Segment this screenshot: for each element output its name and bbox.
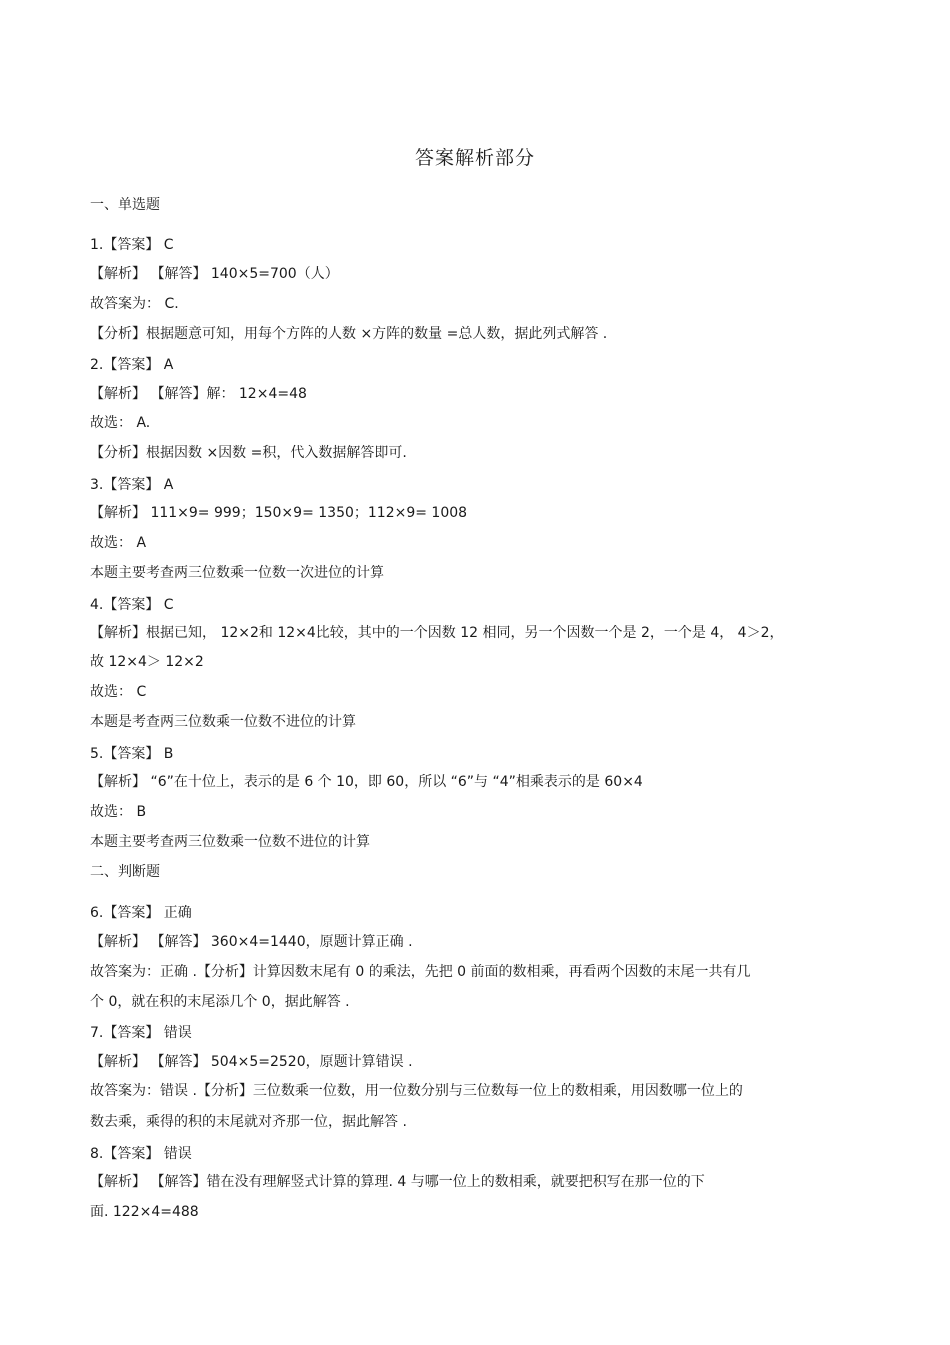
page-title: 答案解析部分 [414, 147, 535, 169]
text-line: 故选： B [90, 804, 147, 820]
text-line: 3.【答案】 A [90, 477, 174, 493]
text-line: 故 12×4＞ 12×2 [90, 654, 204, 670]
text-line: 一、单选题 [90, 197, 160, 213]
text-line: 7.【答案】 错误 [90, 1025, 192, 1041]
text-line: 本题是考查两三位数乘一位数不进位的计算 [90, 714, 356, 730]
text-line: 1.【答案】 C [90, 237, 174, 253]
text-line: 2.【答案】 A [90, 357, 174, 373]
text-line: 故选： A. [90, 415, 151, 431]
text-line: 【解析】 【解答】错在没有理解竖式计算的算理. 4 与哪一位上的数相乘，就要把积写在那一位的下 [90, 1174, 705, 1190]
text-line: 【解析】 【解答】 140×5=700（人） [90, 266, 339, 282]
text-line: 6.【答案】 正确 [90, 905, 192, 921]
text-line: 本题主要考查两三位数乘一位数一次进位的计算 [90, 565, 384, 581]
text-line: 故选： C [90, 684, 147, 700]
text-line: 4.【答案】 C [90, 597, 174, 613]
text-line: 二、判断题 [90, 864, 160, 880]
text-line: 故答案为：错误 .【分析】三位数乘一位数，用一位数分别与三位数每一位上的数相乘，用因数哪一位上的 [90, 1083, 743, 1099]
text-line: 本题主要考查两三位数乘一位数不进位的计算 [90, 834, 370, 850]
text-line: 数去乘，乘得的积的末尾就对齐那一位，据此解答 . [90, 1114, 407, 1130]
text-line: 故答案为：正确 .【分析】计算因数末尾有 0 的乘法，先把 0 前面的数相乘，再看两个因数的末尾一共有几 [90, 964, 751, 980]
text-line: 8.【答案】 错误 [90, 1146, 192, 1162]
text-line: 【分析】根据因数 ×因数 =积，代入数据解答即可. [90, 445, 407, 461]
text-line: 面. 122×4=488 [90, 1204, 199, 1220]
text-line: 【解析】 【解答】 360×4=1440，原题计算正确 . [90, 934, 413, 950]
text-line: 【分析】根据题意可知，用每个方阵的人数 ×方阵的数量 =总人数，据此列式解答 . [90, 326, 608, 342]
text-line: 故选： A [90, 535, 147, 551]
text-line: 故答案为： C. [90, 296, 179, 312]
text-line: 【解析】 【解答】 504×5=2520，原题计算错误 . [90, 1054, 413, 1070]
text-line: 【解析】 111×9= 999；150×9= 1350；112×9= 1008 [90, 505, 468, 521]
text-line: 【解析】 “6”在十位上，表示的是 6 个 10，即 60，所以 “6”与 “4”相乘表示的是 60×4 [90, 774, 643, 790]
text-line: 【解析】 【解答】解： 12×4=48 [90, 386, 307, 402]
text-line: 个 0，就在积的末尾添几个 0，据此解答 . [90, 994, 350, 1010]
text-line: 5.【答案】 B [90, 746, 174, 762]
text-line: 【解析】根据已知， 12×2和 12×4比较，其中的一个因数 12 相同，另一个因数一个是 2，一个是 4， 4＞2， [90, 625, 784, 641]
